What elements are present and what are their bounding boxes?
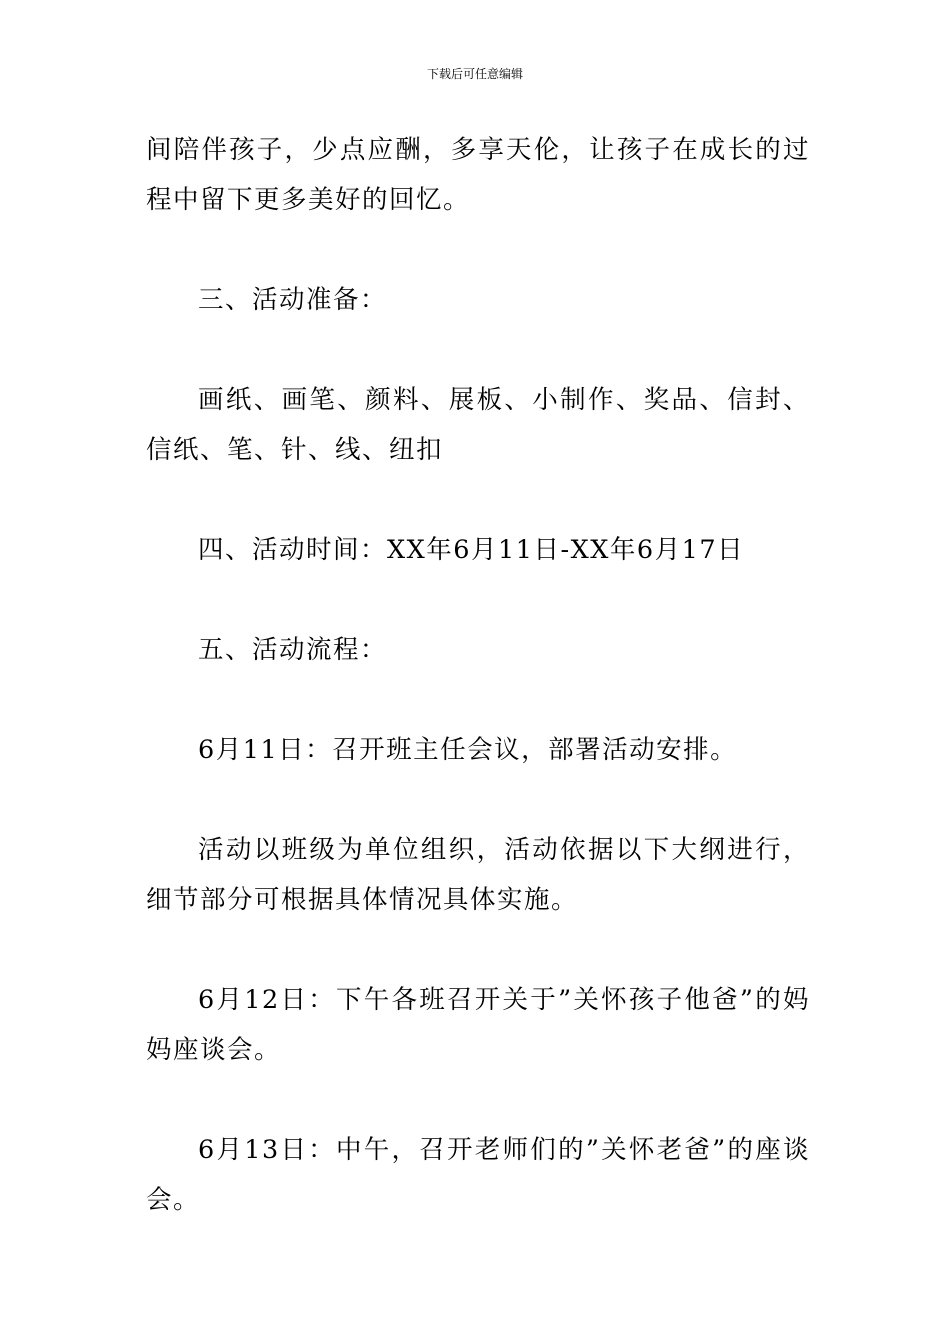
document-body <box>146 125 810 1225</box>
paragraph-june-12: 6月12日：下午各班召开关于”关怀孩子他爸”的妈妈座谈会。 <box>146 985 810 1065</box>
section-heading-preparation: 三、活动准备： <box>198 285 388 315</box>
paragraph-june-13: 6月13日：中午，召开老师们的”关怀老爸”的座谈会。 <box>146 1135 810 1215</box>
paragraph-continuation: 间陪伴孩子，少点应酬，多享天伦，让孩子在成长的过程中留下更多美好的回忆。 <box>146 135 810 215</box>
page-header-note: 下载后可任意编辑 <box>426 67 523 81</box>
paragraph-june-11: 6月11日：召开班主任会议，部署活动安排。 <box>198 735 738 765</box>
section-heading-time: 四、活动时间：XX年6月11日-XX年6月17日 <box>198 535 745 565</box>
paragraph-materials: 画纸、画笔、颜料、展板、小制作、奖品、信封、信纸、笔、针、线、纽扣 <box>146 385 810 465</box>
paragraph-organization: 活动以班级为单位组织，活动依据以下大纲进行，细节部分可根据具体情况具体实施。 <box>146 835 810 915</box>
section-heading-process: 五、活动流程： <box>198 635 388 665</box>
